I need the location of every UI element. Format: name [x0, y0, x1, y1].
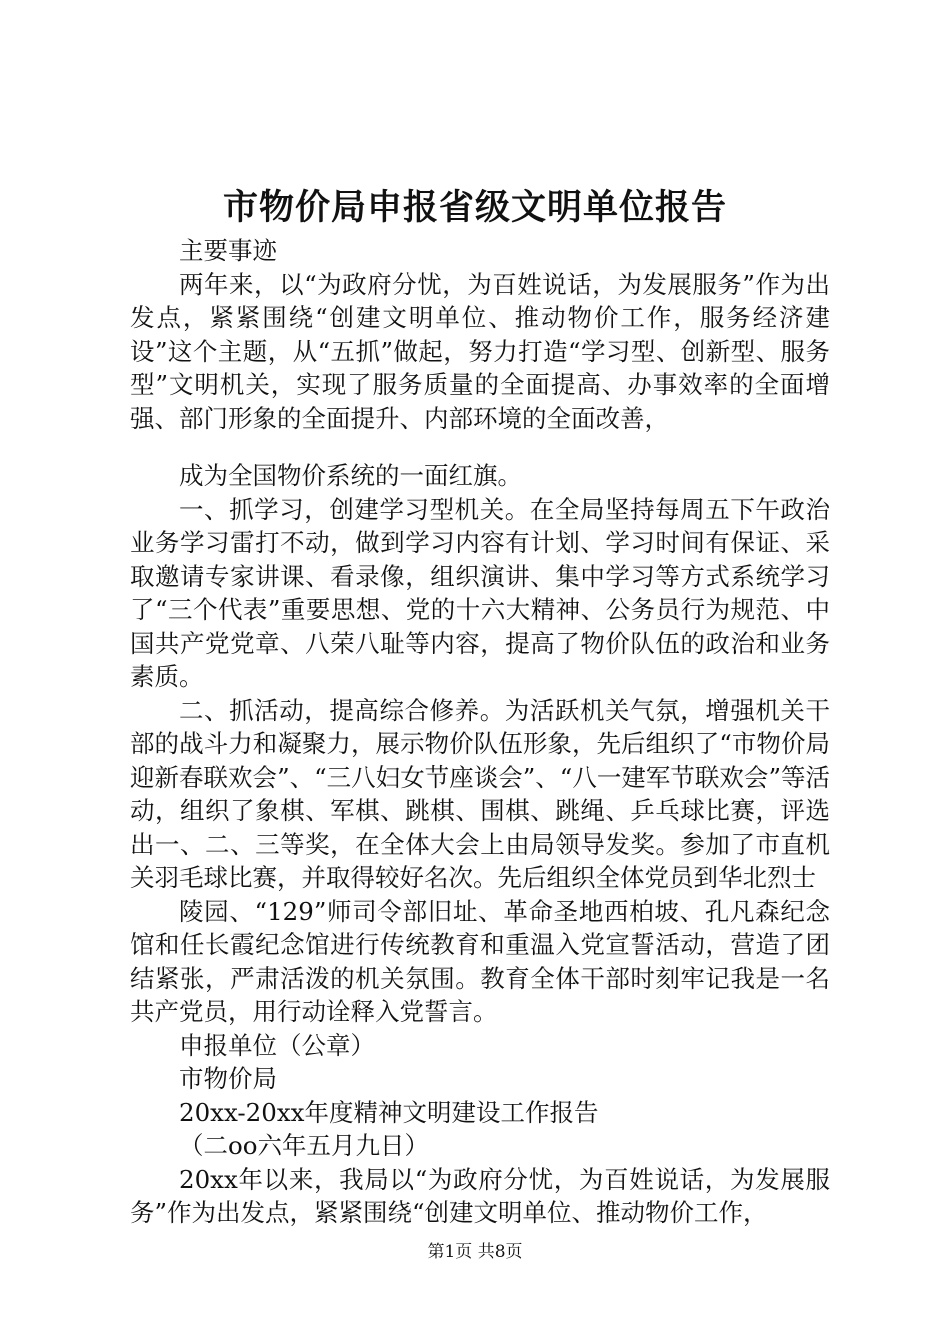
document-title: 市物价局申报省级文明单位报告 [222, 187, 727, 228]
paragraph-red-flag: 成为全国物价系统的一面红旗。 [179, 461, 522, 490]
paragraph-main-deeds-heading: 主要事迹 [179, 236, 277, 265]
page-footer: 第1页 共8页 [427, 1242, 523, 1262]
paragraph-applicant-name: 市物价局 [179, 1064, 277, 1093]
paragraph-report-title: 20xx-20xx年度精神文明建设工作报告 [179, 1097, 599, 1127]
paragraph-report-intro: 20xx年以来，我局以“为政府分忧，为百姓说话，为发展服务”作为出发点，紧紧围绕“创建文明单位、推动物价工作， [130, 1164, 830, 1227]
paragraph-report-date: （二oo六年五月九日） [179, 1131, 429, 1160]
paragraph-study: 一、抓学习，创建学习型机关。在全局坚持每周五下午政治业务学习雷打不动，做到学习内容有计划、学习时间有保证、采取邀请专家讲课、看录像，组织演讲、集中学习等方式系统学习了“三个代表”重要思想、党的十六大精神、公务员行为规范、中国共产党党章、八荣八耻等内容，提高了物价队伍的政治和业务素质。 [130, 494, 830, 691]
paragraph-activities: 二、抓活动，提高综合修养。为活跃机关气氛，增强机关干部的战斗力和凝聚力，展示物价队伍形象，先后组织了“市物价局迎新春联欢会”、“三八妇女节座谈会”、“八一建军节联欢会”等活动，组织了象棋、军棋、跳棋、围棋、跳绳、乒乓球比赛，评选出一、二、三等奖，在全体大会上由局领导发奖。参加了市直机关羽毛球比赛，并取得较好名次。先后组织全体党员到华北烈士 [130, 695, 830, 892]
document-body [130, 234, 830, 1230]
paragraph-intro: 两年来，以“为政府分忧，为百姓说话，为发展服务”作为出发点，紧紧围绕“创建文明单位、推动物价工作，服务经济建设”这个主题，从“五抓”做起，努力打造“学习型、创新型、服务型”文明机关，实现了服务质量的全面提高、办事效率的全面增强、部门形象的全面提升、内部环境的全面改善， [130, 269, 830, 433]
paragraph-applicant-seal: 申报单位（公章） [179, 1030, 375, 1060]
paragraph-education: 陵园、“129”师司令部旧址、革命圣地西柏坡、孔凡森纪念馆和任长霞纪念馆进行传统教育和重温入党宣誓活动，营造了团结紧张，严肃活泼的机关氛围。教育全体干部时刻牢记我是一名共产党员，用行动诠释入党誓言。 [130, 896, 830, 1026]
